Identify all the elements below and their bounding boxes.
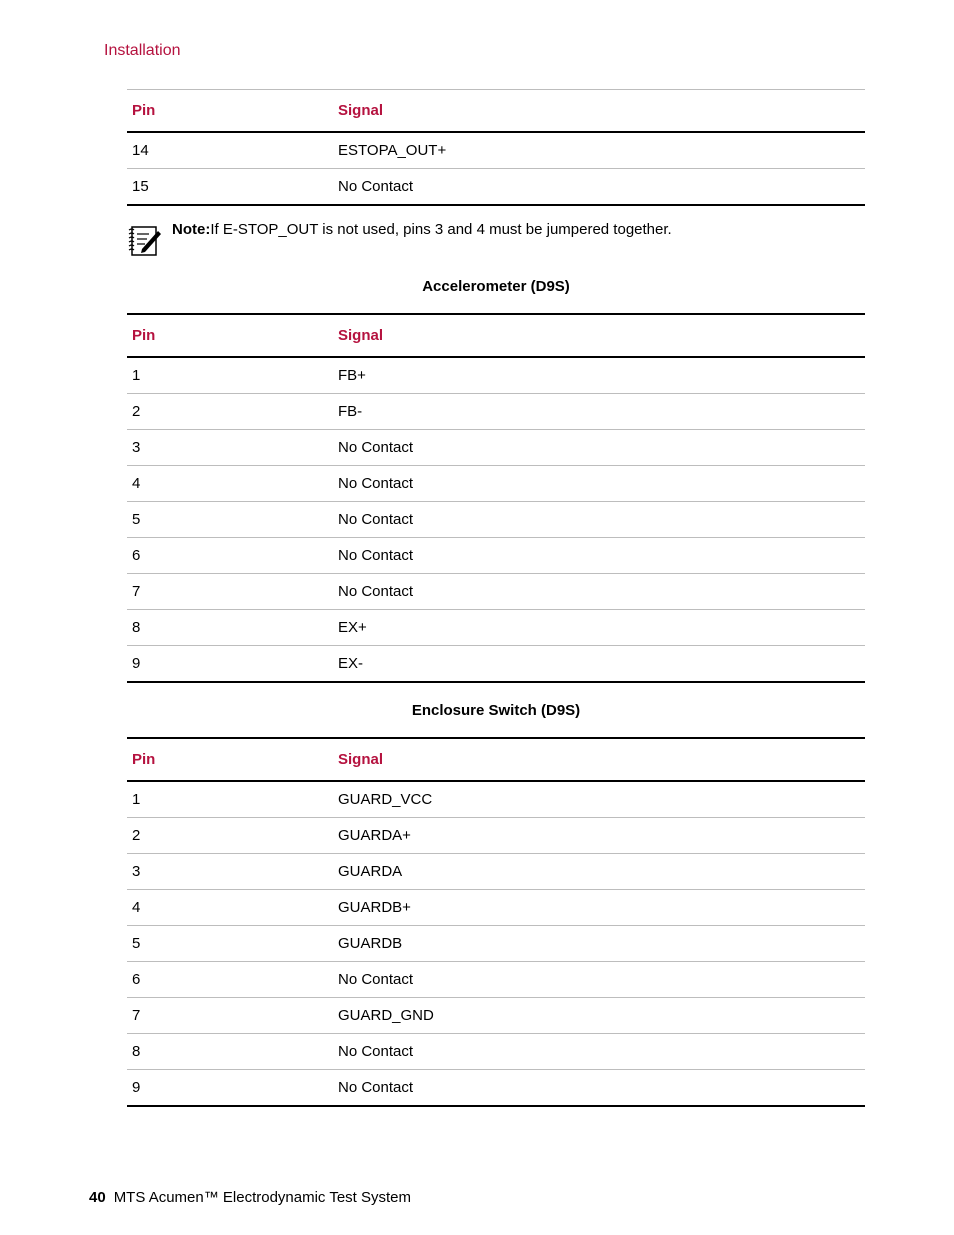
pin-cell: 8 [127, 1034, 333, 1070]
table-row [127, 394, 865, 430]
signal-cell: GUARDB+ [333, 890, 865, 926]
signal-cell: EX- [333, 646, 865, 683]
table-row [127, 1070, 865, 1107]
table-row [127, 169, 865, 206]
signal-cell: ESTOPA_OUT+ [333, 132, 865, 169]
signal-cell: FB- [333, 394, 865, 430]
column-header-pin: Pin [127, 738, 333, 781]
table-row [127, 430, 865, 466]
table-row [127, 502, 865, 538]
pin-cell: 15 [127, 169, 333, 206]
pin-cell: 9 [127, 646, 333, 683]
note-label: Note: [172, 221, 211, 238]
table-row [127, 998, 865, 1034]
pin-cell: 5 [127, 502, 333, 538]
table-header-row [127, 90, 865, 133]
table-row [127, 538, 865, 574]
table-row [127, 962, 865, 998]
pin-cell: 1 [127, 781, 333, 818]
signal-cell: EX+ [333, 610, 865, 646]
table-row [127, 890, 865, 926]
table-row [127, 132, 865, 169]
signal-cell: No Contact [333, 538, 865, 574]
accelerometer-pin-table [127, 313, 865, 683]
table-row [127, 781, 865, 818]
pin-cell: 1 [127, 357, 333, 394]
column-header-pin: Pin [127, 314, 333, 357]
table-row [127, 1034, 865, 1070]
pin-cell: 5 [127, 926, 333, 962]
column-header-signal: Signal [333, 314, 865, 357]
signal-cell: GUARDA+ [333, 818, 865, 854]
signal-cell: No Contact [333, 430, 865, 466]
column-header-signal: Signal [333, 738, 865, 781]
pin-cell: 4 [127, 890, 333, 926]
pin-cell: 3 [127, 430, 333, 466]
note-text: If E-STOP_OUT is not used, pins 3 and 4 must be jumpered together. [210, 221, 672, 238]
signal-cell: No Contact [333, 466, 865, 502]
table-header-row [127, 314, 865, 357]
section-header: Installation [104, 42, 181, 59]
table-row [127, 854, 865, 890]
pin-cell: 3 [127, 854, 333, 890]
signal-cell: GUARDA [333, 854, 865, 890]
table-row [127, 466, 865, 502]
signal-cell: GUARD_VCC [333, 781, 865, 818]
signal-cell: GUARD_GND [333, 998, 865, 1034]
pin-cell: 14 [127, 132, 333, 169]
table-header-row [127, 738, 865, 781]
enclosure-switch-pin-table [127, 737, 865, 1107]
table-row [127, 646, 865, 683]
table-row [127, 818, 865, 854]
table-row [127, 610, 865, 646]
note-pencil-icon [127, 222, 167, 262]
column-header-signal: Signal [333, 90, 865, 133]
pin-cell: 7 [127, 998, 333, 1034]
pin-cell: 2 [127, 394, 333, 430]
table-row [127, 926, 865, 962]
table-row [127, 574, 865, 610]
page-footer [89, 1189, 411, 1206]
signal-cell: No Contact [333, 1070, 865, 1107]
signal-cell: No Contact [333, 502, 865, 538]
table-row [127, 357, 865, 394]
column-header-pin: Pin [127, 90, 333, 133]
pin-cell: 2 [127, 818, 333, 854]
page-number: 40 [89, 1189, 106, 1206]
pin-cell: 6 [127, 538, 333, 574]
note-callout [127, 220, 865, 260]
signal-cell: FB+ [333, 357, 865, 394]
signal-cell: No Contact [333, 1034, 865, 1070]
signal-cell: No Contact [333, 962, 865, 998]
accelerometer-table-caption: Accelerometer (D9S) [422, 278, 570, 295]
document-title: MTS Acumen™ Electrodynamic Test System [113, 1189, 412, 1206]
pin-cell: 6 [127, 962, 333, 998]
enclosure-switch-table-caption: Enclosure Switch (D9S) [411, 702, 581, 719]
signal-cell: No Contact [333, 574, 865, 610]
pin-table-continued [127, 89, 865, 206]
pin-cell: 8 [127, 610, 333, 646]
pin-cell: 4 [127, 466, 333, 502]
signal-cell: GUARDB [333, 926, 865, 962]
pin-cell: 7 [127, 574, 333, 610]
signal-cell: No Contact [333, 169, 865, 206]
pin-cell: 9 [127, 1070, 333, 1107]
